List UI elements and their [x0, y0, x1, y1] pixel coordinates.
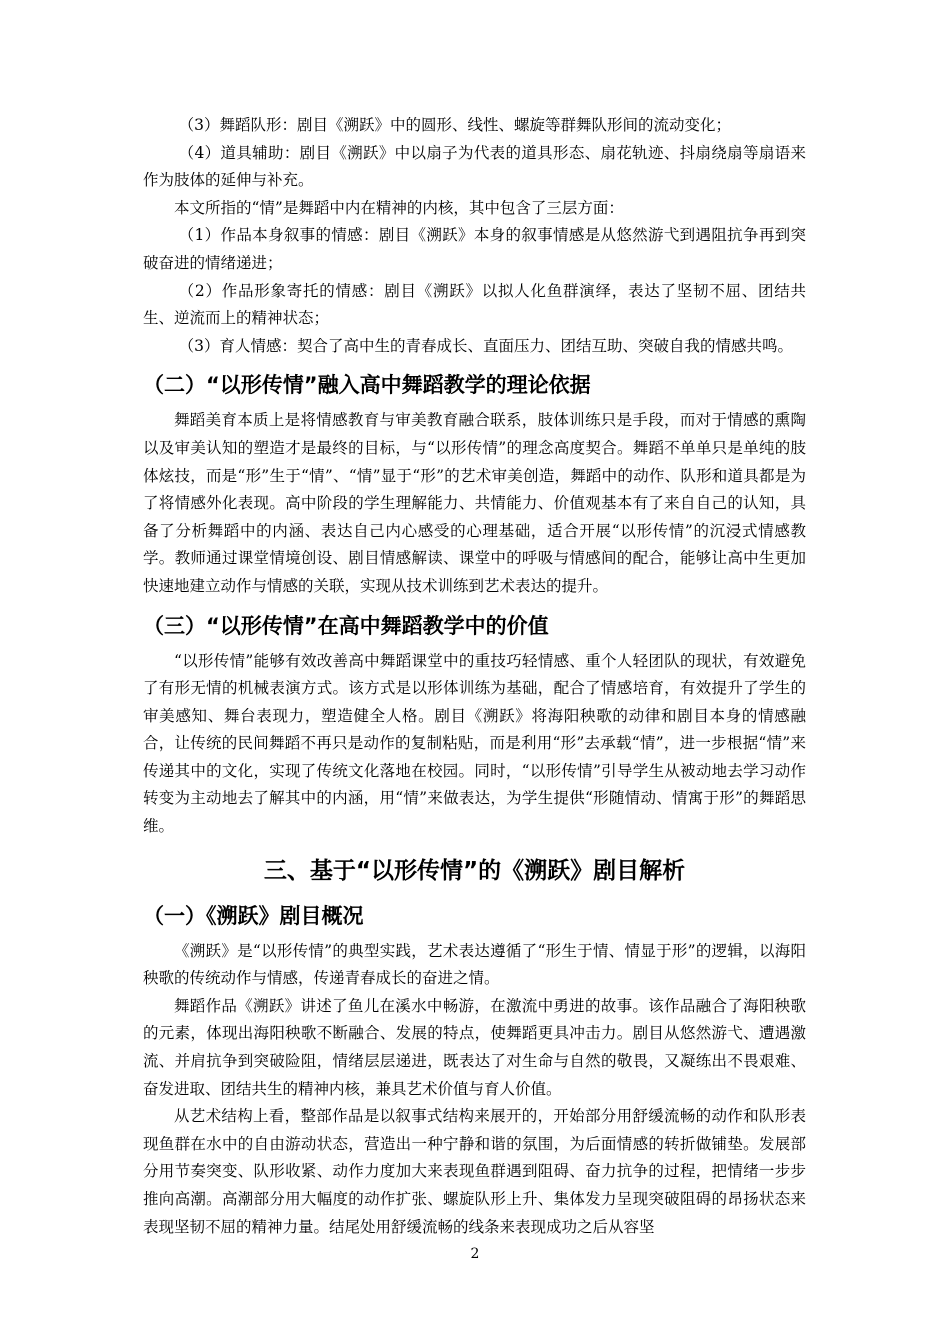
page-body — [143, 112, 806, 1241]
paragraph: “以形传情”能够有效改善高中舞蹈课堂中的重技巧轻情感、重个人轻团队的现状，有效避免了有形无情的机械表演方式。该方式是以形体训练为基础，配合了情感培育，有效提升了学生的审美感知、舞台表现力，塑造健全人格。剧目《溯跃》将海阳秧歌的动律和剧目本身的情感融合，让传统的民间舞蹈不再只是动作的复制粘贴，而是利用“形”去承载“情”，进一步根据“情”来传递其中的文化，实现了传统文化落地在校园。同时，“以形传情”引导学生从被动地去学习动作转变为主动地去了解其中的内涵，用“情”来做表达，为学生提供“形随情动、情寓于形”的舞蹈思维。 — [143, 651, 806, 836]
paragraph: 舞蹈美育本质上是将情感教育与审美教育融合联系，肢体训练只是手段，而对于情感的熏陶以及审美认知的塑造才是最终的目标，与“以形传情”的理念高度契合。舞蹈不单单只是单纯的肢体炫技，而是“形”生于“情”、“情”显于“形”的艺术审美创造，舞蹈中的动作、队形和道具都是为了将情感外化表现。高中阶段的学生理解能力、共情能力、价值观基本有了来自自己的认知，具备了分析舞蹈中的内涵、表达自己内心感受的心理基础，适合开展“以形传情”的沉浸式情感教学。教师通过课堂情境创设、剧目情感解读、课堂中的呼吸与情感间的配合，能够让高中生更加快速地建立动作与情感的关联，实现从技术训练到艺术表达的提升。 — [143, 411, 806, 595]
list-item: （3）舞蹈队形：剧目《溯跃》中的圆形、线性、螺旋等群舞队形间的流动变化； — [178, 116, 732, 134]
list-item: （1）作品本身叙事的情感：剧目《溯跃》本身的叙事情感是从悠然游弋到遇阻抗争再到突破奋进的情绪递进； — [143, 226, 806, 272]
paragraph: 舞蹈作品《溯跃》讲述了鱼儿在溪水中畅游，在激流中勇进的故事。该作品融合了海阳秧歌的元素，体现出海阳秧歌不断融合、发展的特点，使舞蹈更具冲击力。剧目从悠然游弋、遭遇激流、并肩抗争到突破险阻，情绪层层递进，既表达了对生命与自然的敬畏，又凝练出不畏艰难、奋发进取、团结共生的精神内核，兼具艺术价值与育人价值。 — [143, 996, 806, 1098]
subsection-heading: （三）“以形传情”在高中舞蹈教学中的价值 — [143, 613, 549, 638]
list-item: （4）道具辅助：剧目《溯跃》中以扇子为代表的道具形态、扇花轨迹、抖扇绕扇等扇语来作为肢体的延伸与补充。 — [143, 143, 806, 190]
paragraph: 本文所指的“情”是舞蹈中内在精神的内核，其中包含了三层方面： — [174, 198, 624, 217]
paragraph: 《溯跃》是“以形传情”的典型实践，艺术表达遵循了“形生于情、情显于形”的逻辑，以海阳秧歌的传统动作与情感，传递青春成长的奋进之情。 — [143, 941, 806, 988]
section-heading: 三、基于“以形传情”的《溯跃》剧目解析 — [263, 857, 686, 884]
page-number: 2 — [470, 1246, 480, 1262]
subsection-heading: （二）“以形传情”融入高中舞蹈教学的理论依据 — [143, 373, 591, 398]
subsection-heading: （一）《溯跃》剧目概况 — [143, 903, 364, 928]
list-item: （3）育人情感：契合了高中生的青春成长、直面压力、团结互助、突破自我的情感共鸣。 — [178, 336, 794, 355]
paragraph: 从艺术结构上看，整部作品是以叙事式结构来展开的，开始部分用舒缓流畅的动作和队形表现鱼群在水中的自由游动状态，营造出一种宁静和谐的氛围，为后面情感的转折做铺垫。发展部分用节奏突变、队形收紧、动作力度加大来表现鱼群遇到阻碍、奋力抗争的过程，把情绪一步步推向高潮。高潮部分用大幅度的动作扩张、螺旋队形上升、集体发力呈现突破阻碍的昂扬状态来表现坚韧不屈的精神力量。结尾处用舒缓流畅的线条来表现成功之后从容坚 — [143, 1107, 806, 1236]
list-item: （2）作品形象寄托的情感：剧目《溯跃》以拟人化鱼群演绎，表达了坚韧不屈、团结共生、逆流而上的精神状态； — [143, 281, 806, 328]
